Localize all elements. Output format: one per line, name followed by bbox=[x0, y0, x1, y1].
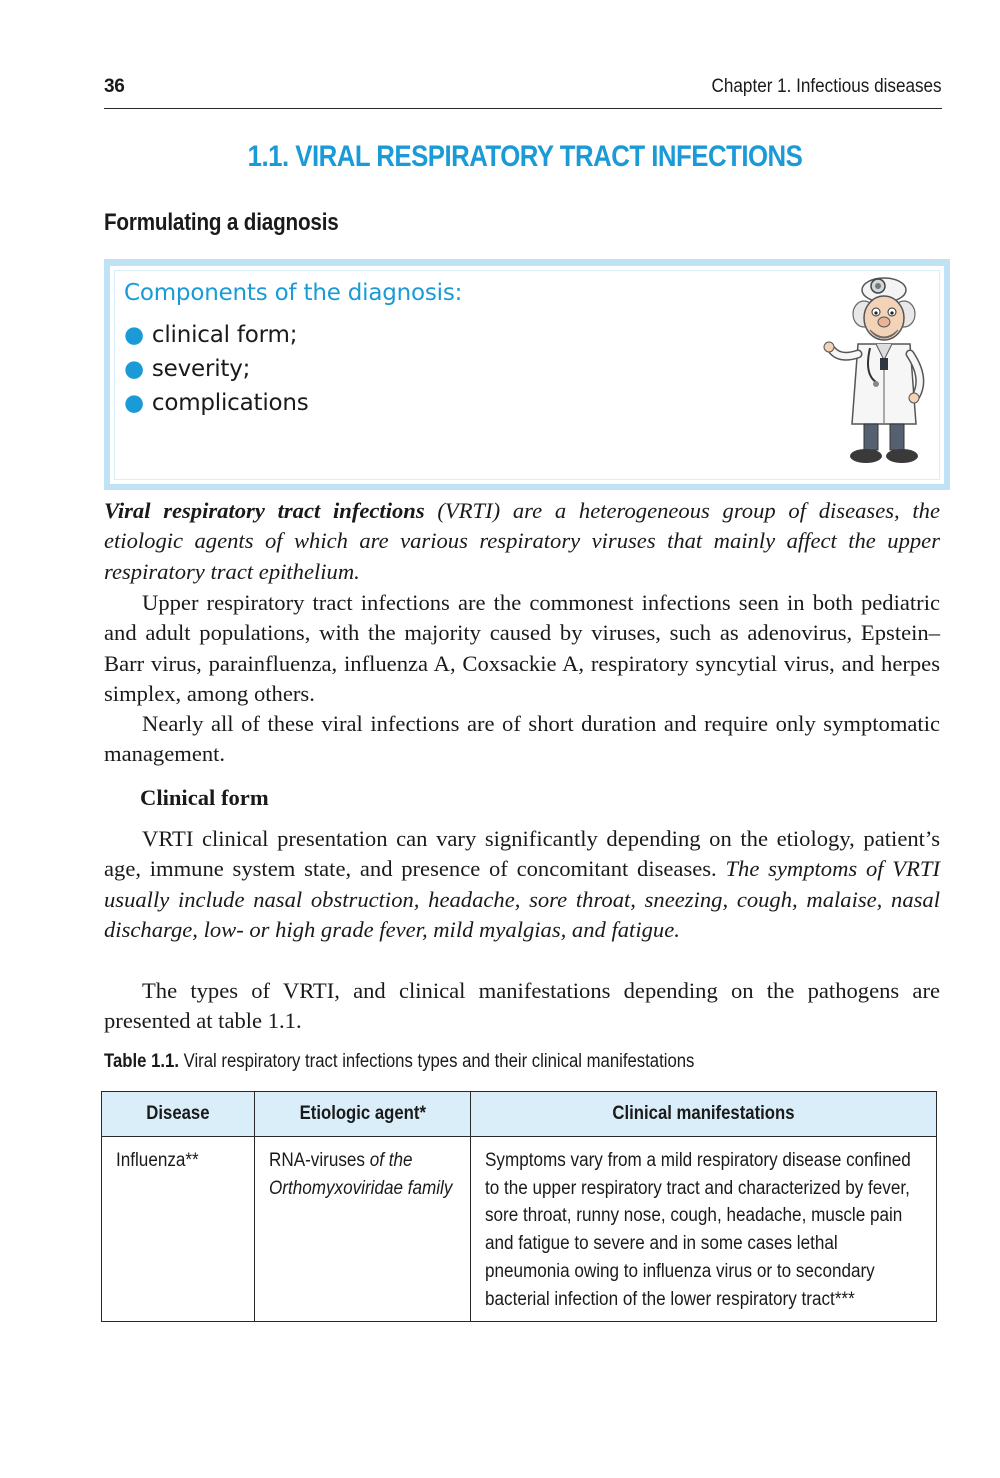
page-number: 36 bbox=[104, 76, 125, 97]
column-header-etiologic-agent: Etiologic agent* bbox=[255, 1092, 471, 1137]
list-item: ● complications bbox=[124, 390, 309, 416]
running-header bbox=[104, 76, 942, 109]
definition-paragraph: Viral respiratory tract infections (VRTI) are a heterogeneous group of diseases, the etiologic agents of which are various respiratory viruses that mainly affect the upper respiratory tract epithelium. bbox=[104, 498, 941, 584]
list-item: ● clinical form; bbox=[124, 322, 298, 348]
bullet-icon: ● bbox=[124, 322, 144, 348]
vrti-table bbox=[101, 1091, 937, 1322]
column-header-clinical-manifestations: Clinical manifestations bbox=[471, 1092, 937, 1137]
bullet-icon: ● bbox=[124, 356, 144, 382]
diagnosis-box-heading: Components of the diagnosis: bbox=[124, 280, 463, 306]
table-caption: Table 1.1. Viral respiratory tract infections types and their clinical manifestations bbox=[104, 1051, 695, 1072]
list-item: ● severity; bbox=[124, 356, 251, 382]
clinical-form-paragraph: VRTI clinical presentation can vary significantly depending on the etiology, patient’s age, immune system state, and presence of concomitant diseases. The symptoms of VRTI usually include nasal obstruction, headache, sore throat, sneezing, cough, malaise, nasal discharge, low- or high grade fever, mild myalgias, and fatigue. bbox=[104, 826, 940, 942]
body-paragraph: Upper respiratory tract infections are the commonest infections seen in both pediatric and adult populations, with the majority caused by viruses, such as adenovirus, Epstein–Barr virus, parainfluenza, influenza A, Coxsackie A, respiratory syncytial virus, and herpes simplex, among others. bbox=[104, 590, 940, 706]
body-paragraph: Nearly all of these viral infections are of short duration and require only symptomatic management. bbox=[104, 711, 940, 767]
bullet-icon: ● bbox=[124, 390, 144, 416]
column-header-disease: Disease bbox=[102, 1092, 255, 1137]
clinical-form-heading: Clinical form bbox=[140, 785, 269, 810]
subsection-title: Formulating a diagnosis bbox=[104, 209, 339, 236]
diagnosis-components-box bbox=[104, 259, 950, 490]
clinical-manifestations-cell: Symptoms vary from a mild respiratory disease confined to the upper respiratory tract and characterized by fever, sore throat, runny nose, cough, headache, muscle pain and fatigue to severe and in some cases lethal pneumonia owing to influenza virus or to secondary bacterial infection of the lower respiratory tract*** bbox=[471, 1137, 937, 1322]
table-header-row bbox=[102, 1092, 937, 1137]
table-row bbox=[102, 1137, 937, 1322]
body-paragraph: The types of VRTI, and clinical manifestations depending on the pathogens are presented at table 1.1. bbox=[104, 978, 940, 1034]
doctor-cartoon-icon bbox=[818, 274, 938, 470]
section-title: 1.1. VIRAL RESPIRATORY TRACT INFECTIONS bbox=[247, 140, 803, 173]
diagnosis-components-list bbox=[124, 318, 309, 420]
etiologic-agent-cell: RNA-viruses of the Orthomyxoviridae family bbox=[255, 1137, 471, 1322]
chapter-title: Chapter 1. Infectious diseases bbox=[711, 76, 942, 97]
disease-cell: Influenza** bbox=[102, 1137, 255, 1322]
